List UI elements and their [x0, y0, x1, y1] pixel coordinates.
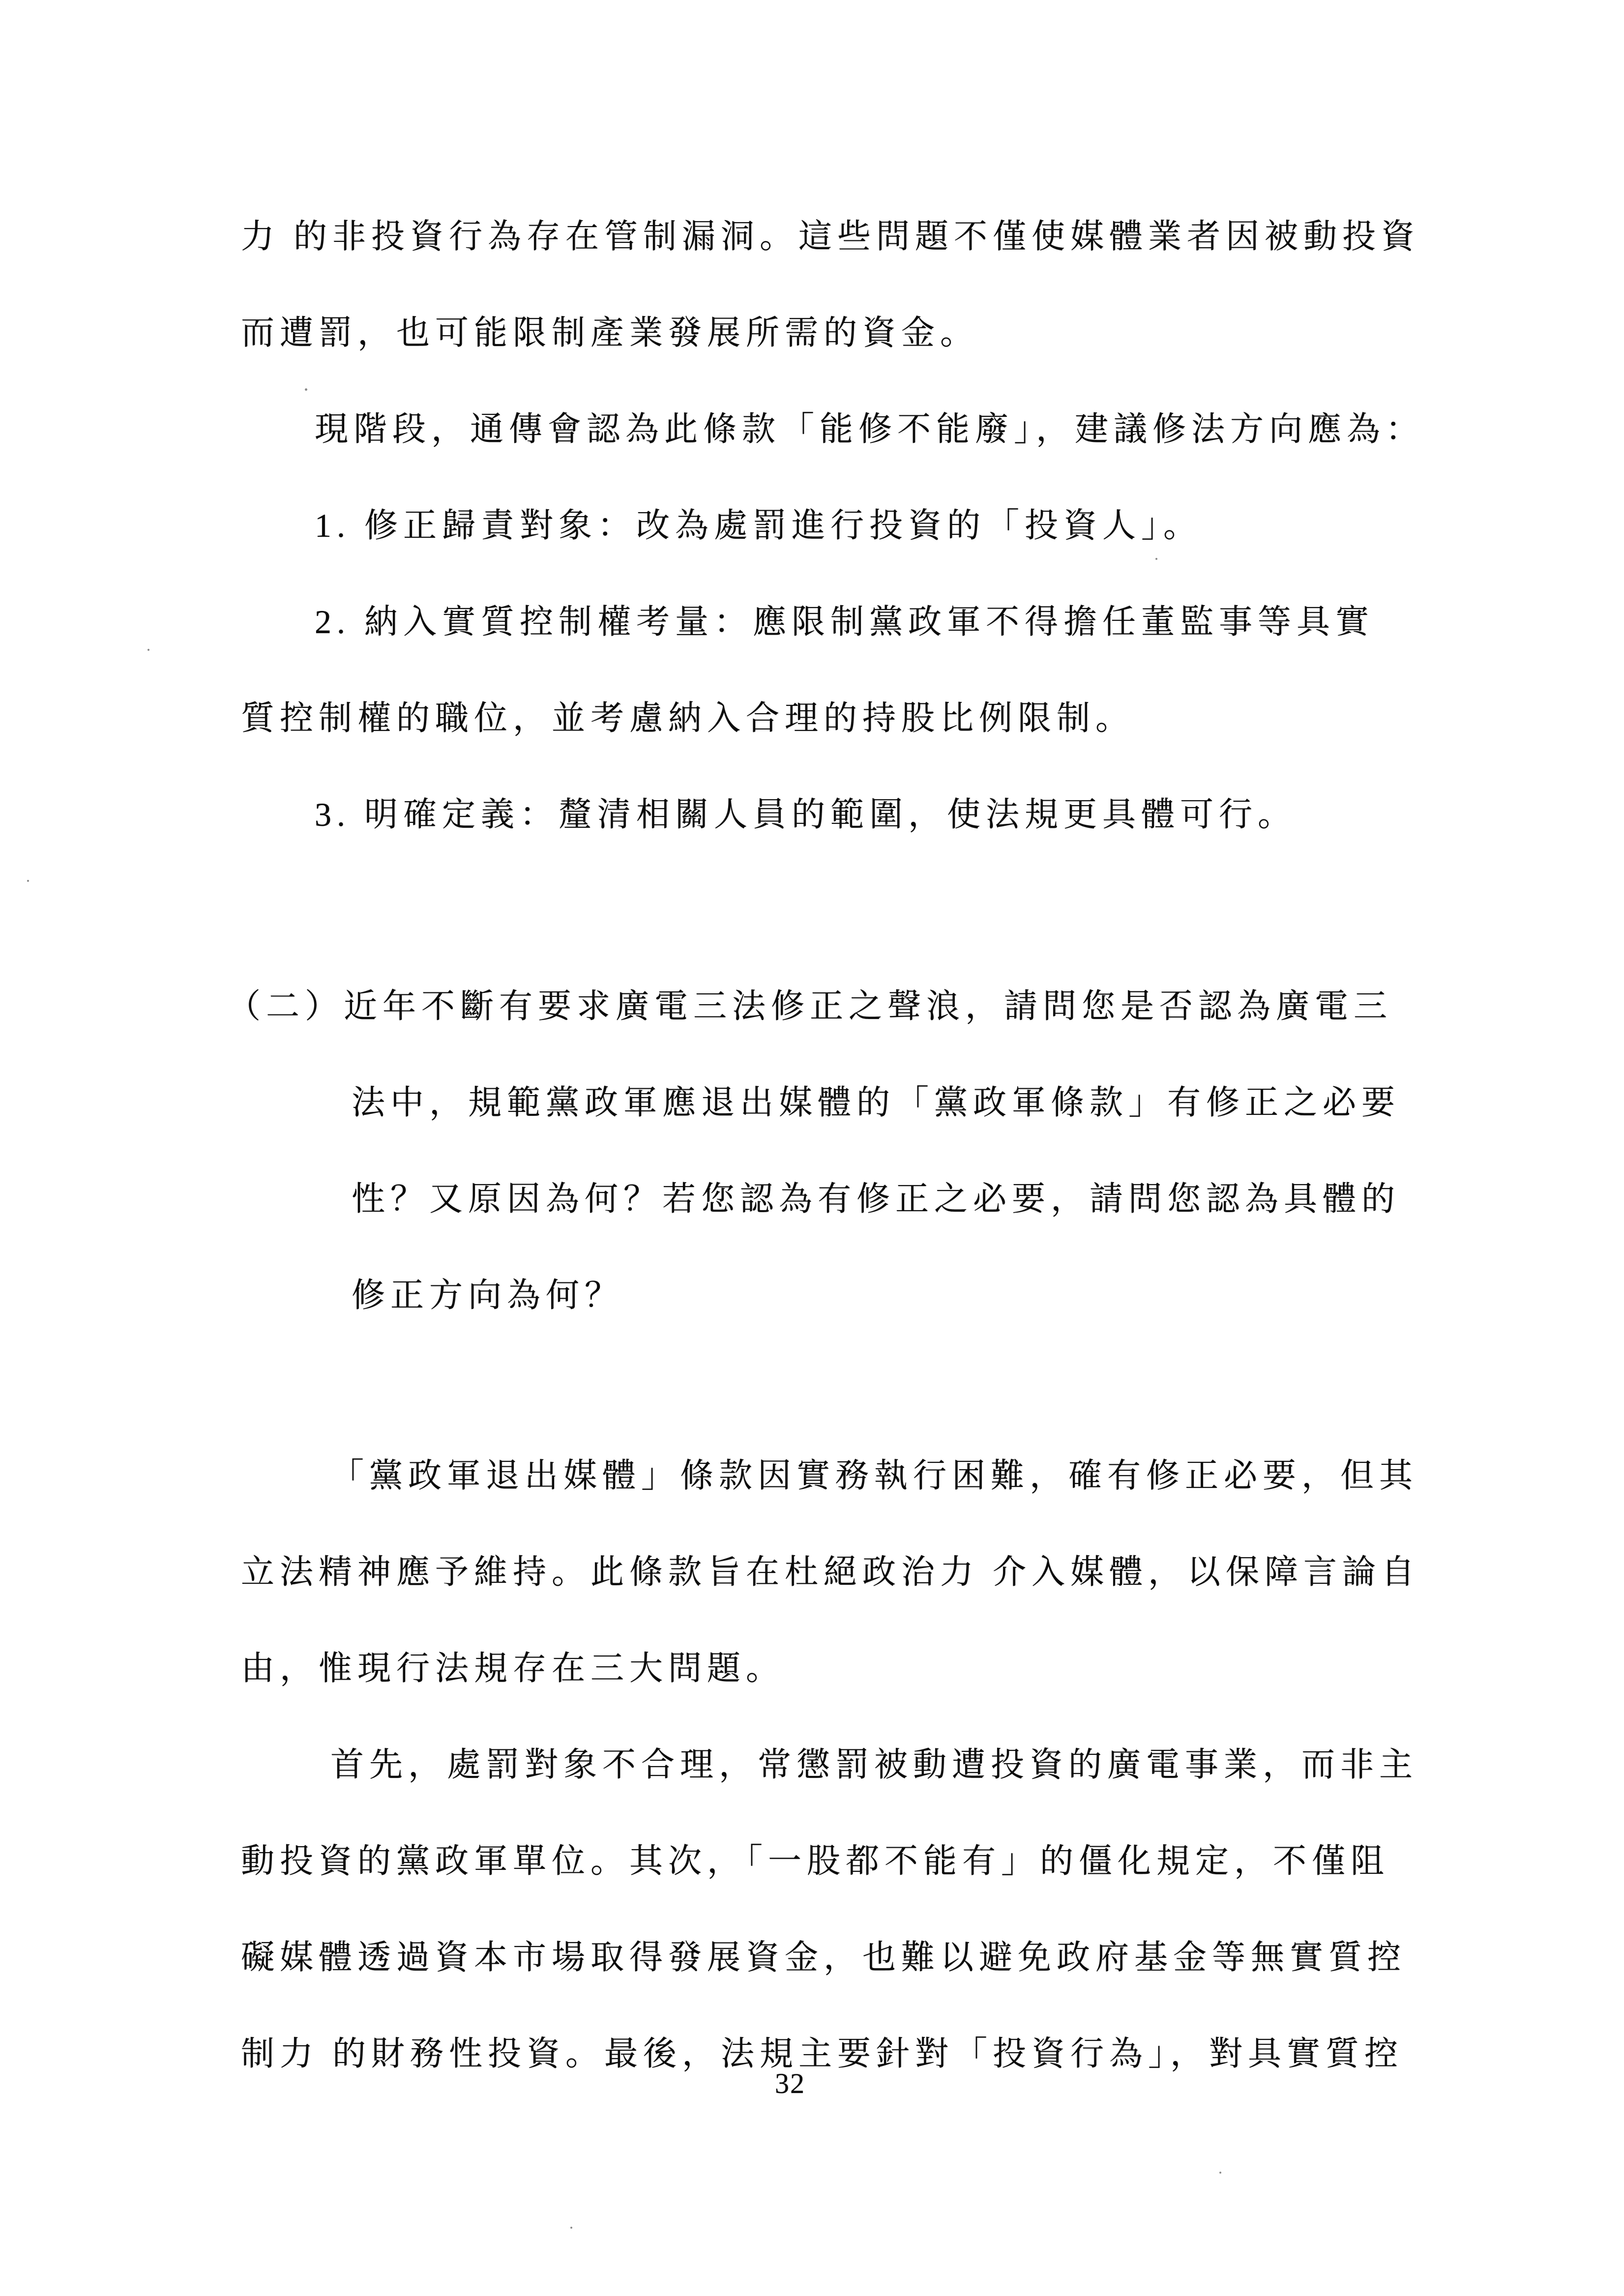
text-line: 由，惟現行法規存在三大問題。 [241, 1650, 785, 1687]
text-line: 力 的非投資行為存在管制漏洞。這些問題不僅使媒體業者因被動投資 [241, 218, 1420, 255]
list-item-2: 2. 納入實質控制權考量：應限制黨政軍不得擔任董監事等具實 [315, 603, 1375, 640]
text-line: 法中，規範黨政軍應退出媒體的「黨政軍條款」有修正之必要 [352, 1084, 1401, 1121]
text-line: 質控制權的職位，並考慮納入合理的持股比例限制。 [241, 699, 1135, 737]
scan-speck [570, 2227, 572, 2229]
scan-speck [148, 649, 149, 651]
text-line: 修正方向為何？ [352, 1277, 624, 1314]
text-line: 立法精神應予維持。此條款旨在杜絕政治力 介入媒體，以保障言論自 [241, 1553, 1420, 1591]
text-line: 性？又原因為何？若您認為有修正之必要，請問您認為具體的 [352, 1180, 1401, 1218]
page-number: 32 [775, 2067, 805, 2099]
list-item-3: 3. 明確定義：釐清相關人員的範圍，使法規更具體可行。 [315, 796, 1297, 833]
text-line: 動投資的黨政軍單位。其次，「一股都不能有」的僵化規定，不僅阻 [241, 1842, 1390, 1880]
scan-speck [305, 388, 307, 391]
text-line: 礙媒體透過資本市場取得發展資金，也難以避免政府基金等無實質控 [241, 1939, 1407, 1976]
text-line: 首先，處罰對象不合理，常懲罰被動遭投資的廣電事業，而非主 [330, 1746, 1418, 1783]
text-line: 而遭罰，也可能限制產業發展所需的資金。 [241, 314, 979, 351]
scan-speck [1155, 558, 1157, 560]
text-line: 制力 的財務性投資。最後，法規主要針對「投資行為」，對具實質控 [241, 2035, 1404, 2072]
section-heading-question: （二）近年不斷有要求廣電三法修正之聲浪，請問您是否認為廣電三 [227, 988, 1393, 1025]
scan-speck [27, 880, 29, 882]
scan-speck [1219, 2172, 1221, 2174]
list-item-1: 1. 修正歸責對象：改為處罰進行投資的「投資人」。 [315, 507, 1203, 544]
text-line: 現階段，通傳會認為此條款「能修不能廢」，建議修法方向應為： [315, 410, 1425, 448]
answer-paragraph-start: 「黨政軍退出媒體」條款因實務執行困難，確有修正必要，但其 [330, 1457, 1418, 1494]
